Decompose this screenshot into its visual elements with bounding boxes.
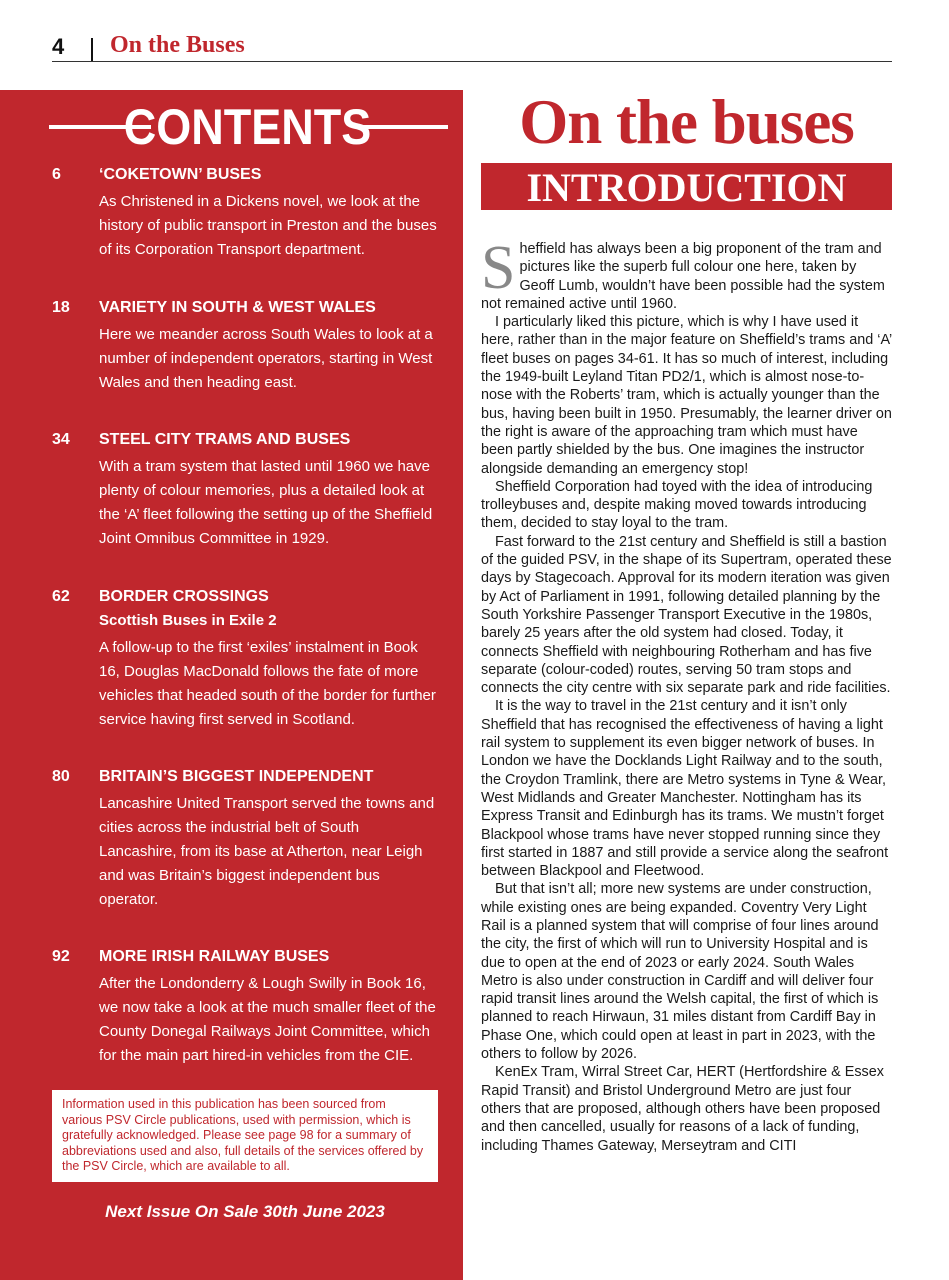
next-issue-notice: Next Issue On Sale 30th June 2023 bbox=[105, 1202, 385, 1221]
toc-title: STEEL CITY TRAMS AND BUSES bbox=[99, 431, 351, 448]
toc-page-number: 92 bbox=[52, 948, 70, 965]
toc-description: With a tram system that lasted until 1960 we have plenty of colour memories, plus a detailed look at the ‘A’ fleet following the setting up of the Sheffield Joint Omnibus Committee in 1929. bbox=[99, 458, 433, 547]
article-subtitle: INTRODUCTION bbox=[481, 163, 892, 210]
article-paragraph bbox=[481, 240, 892, 313]
toc-page-number: 80 bbox=[52, 768, 70, 785]
article-paragraph-text: heffield has always been a big proponent of the tram and pictures like the superb full colour one here, taken by Geoff Lumb, wouldn’t have been possible had the system not remained active until 1960. bbox=[481, 241, 885, 312]
toc-description: A follow-up to the first ‘exiles’ instalment in Book 16, Douglas MacDonald follows the fate of more vehicles that headed south of the border for further service having first served in Scotland. bbox=[99, 639, 436, 728]
toc-page-number: 18 bbox=[52, 299, 70, 316]
page-number: 4 bbox=[52, 34, 65, 59]
article-paragraph: But that isn’t all; more new systems are under construction, while existing ones are being expanded. Coventry Very Light Rail is a planned system that will comprise of four lines around the city, the first of which will run to University Hospital and is due to open at the end of 2023 or early 2024. South Wales Metro is also under construction in Cardiff and will deliver four rapid transit lines around the Welsh capital, the first of which is planned to reach Hirwaun, 31 miles distant from Cardiff Bay in Phase One, which could open at least in part in 2023, with the others to follow by 2026. bbox=[481, 881, 879, 1063]
contents-panel bbox=[0, 90, 463, 1280]
toc-title: MORE IRISH RAILWAY BUSES bbox=[99, 948, 330, 965]
article-paragraph: KenEx Tram, Wirral Street Car, HERT (Hertfordshire & Essex Rapid Transit) and Bristol Underground Metro are just four others that are proposed, although others have been proposed and then cancelled, usually for reasons of a lack of funding, including Thames Gateway, Merseytram and CITI bbox=[481, 1064, 884, 1154]
header-rule bbox=[52, 61, 892, 62]
article-paragraph: Sheffield Corporation had toyed with the idea of introducing trolleybuses and, despite making moved towards introducing them, decided to stay loyal to the tram. bbox=[481, 478, 873, 532]
article-paragraph: Fast forward to the 21st century and Sheffield is still a bastion of the guided PSV, in the shape of its Supertram, operated these days by Stagecoach. Approval for its modern iteration was given by Act of Parliament in 1991, following detailed planning by the South Yorkshire Passenger Transport Executive in the 1980s, barely 25 years after the old system had closed. Today, it connects Sheffield with neighbouring Rotherham and has five separate (colour-coded) routes, serving 50 tram stops and connects the city centre with six separate park and ride facilities. bbox=[481, 533, 892, 697]
article-body bbox=[481, 240, 892, 1220]
toc-page-number: 6 bbox=[52, 166, 61, 183]
article-title: On the buses bbox=[519, 87, 854, 157]
toc-description: As Christened in a Dickens novel, we look at the history of public transport in Preston and the buses of its Corporation Transport department. bbox=[99, 193, 437, 258]
info-note-box: Information used in this publication has been sourced from various PSV Circle publications, used with permission, which is gratefully acknowledged. Please see page 98 for a summary of abbreviations used and also, full details of the services offered by the PSV Circle, which are available to all. bbox=[52, 1090, 438, 1182]
toc-page-number: 62 bbox=[52, 588, 70, 605]
header-divider bbox=[91, 38, 93, 62]
toc-subtitle: Scottish Buses in Exile 2 bbox=[99, 612, 277, 629]
article-paragraph: It is the way to travel in the 21st century and it isn’t only Sheffield that has recognised the effectiveness of having a light rail system to supplement its even bigger network of buses. In London we have the Docklands Light Railway and to the south, the Croydon Tramlink, there are Metro systems in Tyne & Wear, West Midlands and Greater Manchester. Nottingham has its Express Transit and Edinburgh has its trams. We mustn’t forget Blackpool whose trams have never stopped running since they first started in 1887 and still provide a service along the seafront between Blackpool and Fleetwood. bbox=[481, 698, 889, 880]
toc-description: After the Londonderry & Lough Swilly in Book 16, we now take a look at the much smaller fleet of the County Donegal Railways Joint Committee, which for the main part hired-in vehicles from the CIE. bbox=[99, 975, 436, 1064]
running-title: On the Buses bbox=[110, 32, 245, 58]
contents-heading: CONTENTS bbox=[123, 99, 372, 155]
article-paragraph: I particularly liked this picture, which is why I have used it here, rather than in the major feature on Sheffield’s trams and ‘A’ fleet buses on pages 34-61. It has so much of interest, including the 1949-built Leyland Titan PD2/1, which is almost nose-to-nose with the Roberts’ tram, which is actually younger than the bus, having been built in 1950. Presumably, the learner driver on the right is aware of the approaching tram which must have been partly shielded by the bus. One imagines the instructor alongside demanding an emergency stop! bbox=[481, 314, 892, 477]
toc-page-number: 34 bbox=[52, 431, 70, 448]
toc-description: Here we meander across South Wales to look at a number of independent operators, starting in West Wales and then heading east. bbox=[99, 326, 433, 391]
drop-cap: S bbox=[481, 240, 516, 302]
toc-title: BRITAIN’S BIGGEST INDEPENDENT bbox=[99, 768, 374, 785]
toc-title: VARIETY IN SOUTH & WEST WALES bbox=[99, 299, 376, 316]
toc-description: Lancashire United Transport served the towns and cities across the industrial belt of South Lancashire, from its base at Atherton, near Leigh and was Britain’s biggest independent bus operator. bbox=[99, 795, 435, 908]
toc-title: ‘COKETOWN’ BUSES bbox=[99, 166, 262, 183]
toc-title: BORDER CROSSINGS bbox=[99, 588, 269, 605]
